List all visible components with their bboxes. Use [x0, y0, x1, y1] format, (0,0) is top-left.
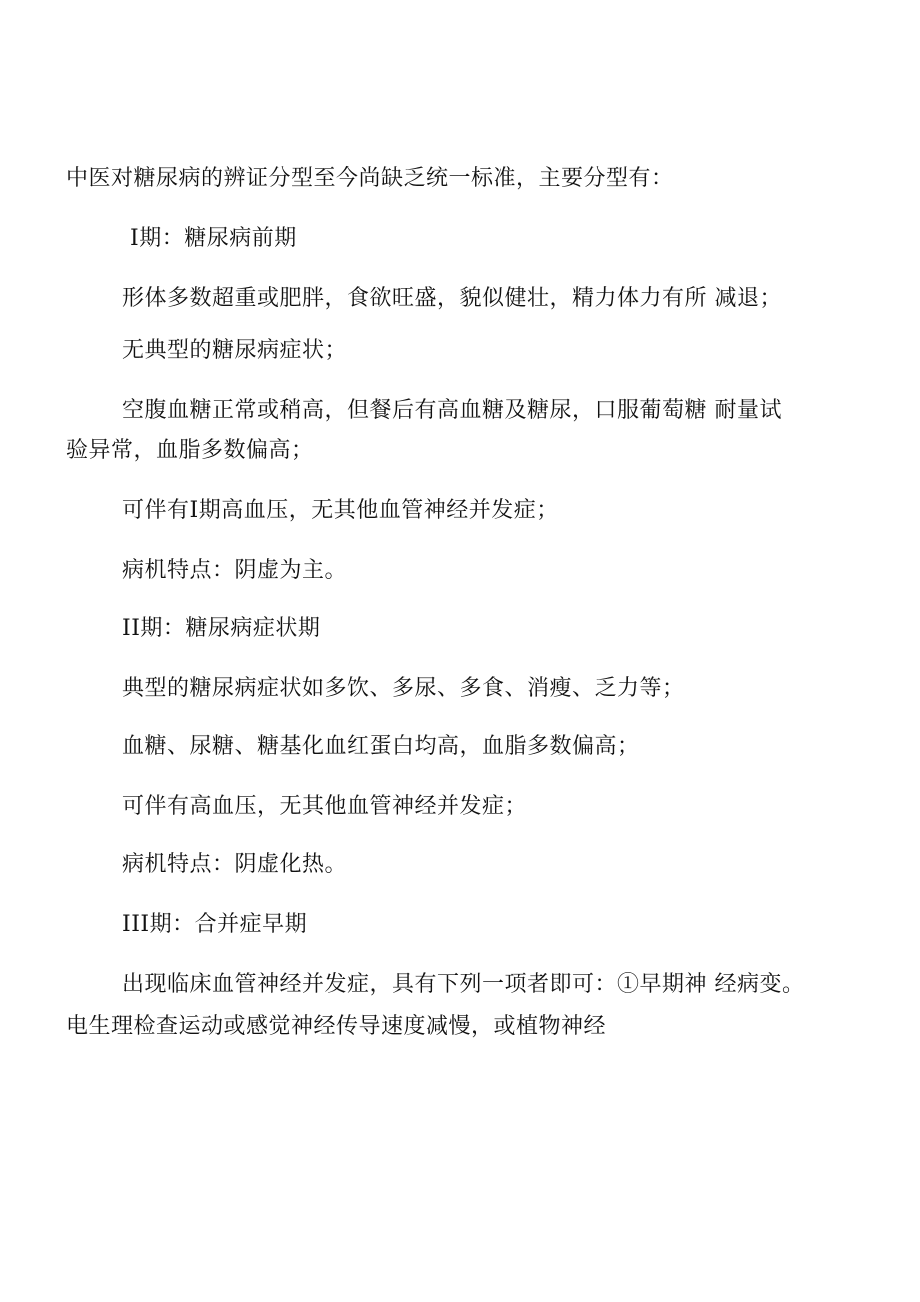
stage2-item-blood-sugar: 血糖、尿糖、糖基化血红蛋白均高，血脂多数偏高；: [122, 734, 640, 759]
stage1-item-blood-sugar-cont: 验异常，血脂多数偏高；: [66, 438, 314, 463]
stage1-item-symptoms: 无典型的糖尿病症状；: [122, 338, 348, 363]
stage1-item-pathogenesis: 病机特点：阴虚为主。: [122, 558, 348, 583]
stage1-heading: I期：糖尿病前期: [130, 226, 297, 251]
stage2-item-symptoms: 典型的糖尿病症状如多饮、多尿、多食、消瘦、乏力等；: [122, 676, 685, 701]
intro-text: 中医对糖尿病的辨证分型至今尚缺乏统一标准，主要分型有：: [66, 166, 674, 191]
stage3-item-complications-cont: 电生理检查运动或感觉神经传导速度减慢，或植物神经: [66, 1014, 607, 1039]
stage2-item-hypertension: 可伴有高血压，无其他血管神经并发症；: [122, 794, 528, 819]
stage1-item-body-shape: 形体多数超重或肥胖，食欲旺盛，貌似健壮，精力体力有所 减退；: [122, 286, 782, 311]
stage2-item-pathogenesis: 病机特点：阴虚化热。: [122, 852, 348, 877]
stage3-item-complications: 出现临床血管神经并发症，具有下列一项者即可：①早期神 经病变。: [122, 972, 805, 997]
stage1-item-hypertension: 可伴有I期高血压，无其他血管神经并发症；: [122, 498, 559, 523]
stage2-heading: II期：糖尿病症状期: [122, 616, 321, 641]
stage3-heading: III期：合并症早期: [122, 912, 308, 937]
stage1-item-blood-sugar: 空腹血糖正常或稍高，但餐后有高血糖及糖尿，口服葡萄糖 耐量试: [122, 398, 782, 423]
